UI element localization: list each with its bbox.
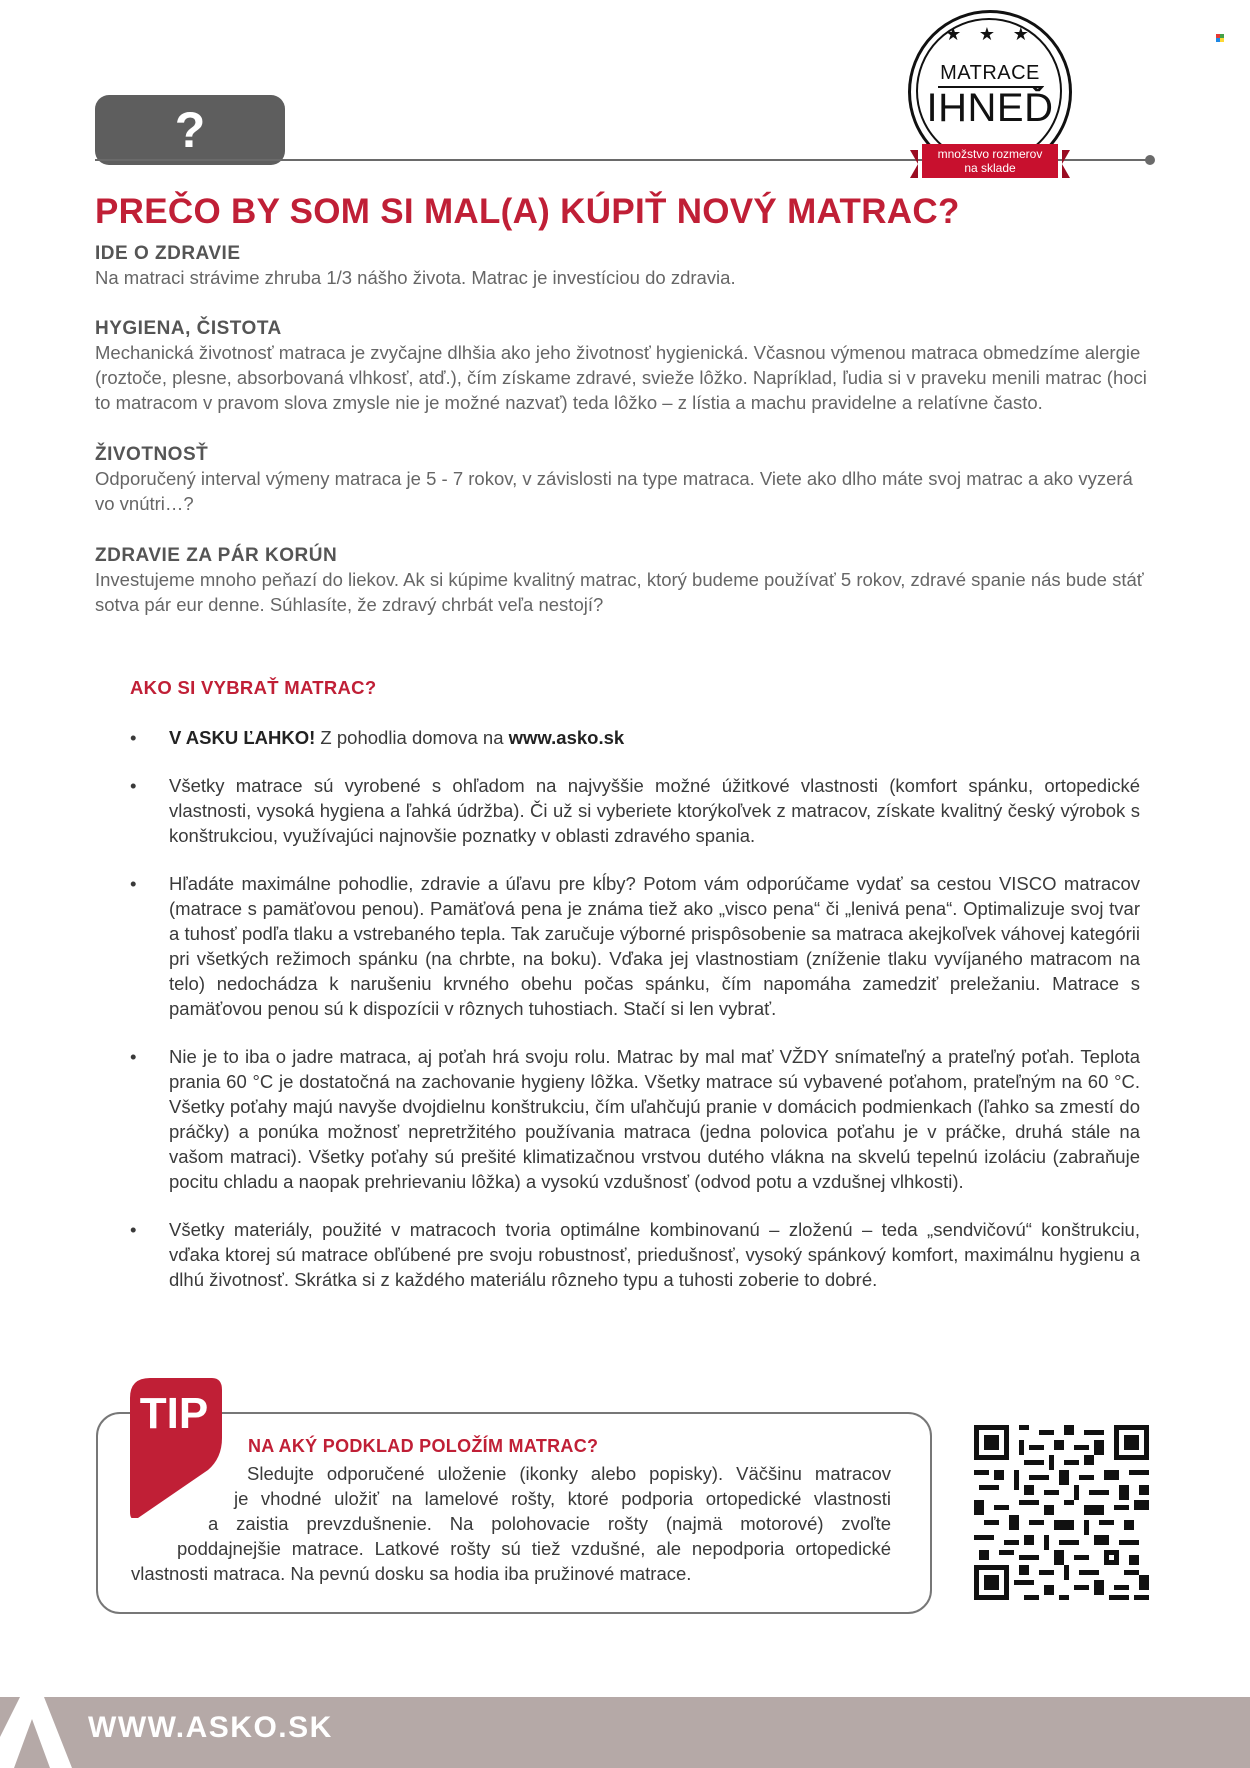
section-text: Odporučený interval výmeny matraca je 5 - 7 rokov, v závislosti na type matraca. Viete ako dlho máte svoj matrac a ako vyzerá vo vnútri…? (95, 468, 1133, 514)
section-cost (95, 545, 1155, 617)
section-lifetime (95, 444, 1155, 516)
bullet-icon: • (130, 873, 137, 894)
section-text: Investujeme mnoho peňazí do liekov. Ak si kúpime kvalitný matrac, ktorý budeme používať 5 rokov, zdravé spanie nás bude stáť sotva pár eur denne. Súhlasíte, že zdravý chrbát veľa nestojí? (95, 569, 1144, 615)
question-box (95, 95, 285, 165)
list-item (130, 725, 1140, 750)
tip-line: je vhodné uložiť na lamelové rošty, ktoré podporia ortopedické vlastnosti (234, 1488, 891, 1509)
tip-line: poddajnejšie matrace. Latkové rošty sú tiež vzdušné, ale nepodporia ortopedické (177, 1538, 891, 1559)
list-item (130, 871, 1140, 1021)
section-text: Mechanická životnosť matraca je zvyčajne dlhšia ako jeho životnosť hygienická. Včasnou výmenou matraca obmedzíme alergie (roztoče, plesne, absorbovaná vlhkosť, atď.), čím získame zdravé, svieže lôžko. Napríklad, ľudia si v praveku menili matrac (hoci to matracom v pravom slova zmysle nie je možné nazvať) teda lôžko – z lístia a machu pravidelne a relatívne často. (95, 342, 1147, 413)
bullet-icon: • (130, 727, 137, 748)
list-item (130, 1217, 1140, 1292)
tip-line: a zaistia prevzdušnenie. Na polohovacie rošty (najmä motorové) zvoľte (208, 1513, 891, 1534)
qr-code-icon[interactable] (974, 1425, 1149, 1600)
asko-link[interactable]: www.asko.sk (508, 727, 625, 748)
section-health (95, 243, 1155, 290)
bullet-icon: • (130, 1219, 137, 1240)
tip-badge (130, 1378, 222, 1518)
header-rule-end-dot (1145, 155, 1155, 165)
tip-badge-label: TIP (139, 1389, 209, 1438)
choose-heading: AKO SI VYBRAŤ MATRAC? (130, 677, 377, 698)
list-item (130, 1044, 1140, 1194)
tip-line: Sledujte odporučené uloženie (ikonky alebo popisky). Väčšinu matracov (247, 1463, 891, 1484)
section-heading: IDE O ZDRAVIE (95, 243, 241, 264)
choose-list (130, 725, 1140, 1315)
bullet-icon: • (130, 1046, 137, 1067)
list-item-bold: V ASKU ĽAHKO! (169, 727, 316, 748)
section-text: Na matraci strávime zhruba 1/3 nášho života. Matrac je investíciou do zdravia. (95, 267, 736, 288)
list-item-text: Nie je to iba o jadre matraca, aj poťah hrá svoju rolu. Matrac by mal mať VŽDY snímateľný a prateľný poťah. Teplota prania 60 °C je dostatočná na zachovanie hygieny lôžka. Všetky matrace sú vybavené poťahom, prateľným na 60 °C. Všetky poťahy majú navyše dvojdielnu konštrukciu, čím uľahčujú pranie v domácich podmienkach (ľahko sa zmestí do práčky) a ponúka možnosť nepretržitého používania matraca (jedna polovica poťahu je v práčke, druhá stále na vašom matraci). Všetky poťahy sú prešité klimatizačnou vrstvou dutého vlákna na skvelú tepelnú izoláciu (zabraňuje pocitu chladu a naopak prehrievaniu lôžka) a vysokú vzdušnosť (odvod potu a vzdušnej vlhkosti). (169, 1046, 1140, 1192)
list-item-text: Všetky materiály, použité v matracoch tvoria optimálne kombinovanú – zloženú – teda „sendvičovú“ konštrukciu, vďaka ktorej sú matrace obľúbené pre svoju robustnosť, priedušnosť, vysoký spánkový komfort, maximálnu hygienu a dlhú životnosť. Skrátka si z každého materiálu rôzneho typu a tuhosti zoberie to dobré. (169, 1219, 1140, 1290)
list-item-text: Hľadáte maximálne pohodlie, zdravie a úľavu pre kĺby? Potom vám odporúčame vydať sa cestou VISCO matracov (matrace s pamäťovou penou). Pamäťová pena je známa tiež ako „visco pena“ či „lenivá pena“. Optimalizuje svoj tvar a tuhosť podľa tlaku a vstrebaného tepla. Tak zaručuje výborné prispôsobenie sa matraca akejkoľvek váhovej kategórii pri všetkých režimoch spánku (na chrbte, na boku). Vďaka jej vlastnostiam (zníženie tlaku vyvíjaného matracom na telo) nedochádza k narušeniu krvného obehu počas spánku, čím napomáha zamedziť preležaniu. Matrace s pamäťovou penou sú k dispozícii v rôznych tuhostiach. Stačí si len vybrať. (169, 873, 1140, 1019)
asko-logo-icon (0, 1697, 78, 1768)
list-item-text: Z pohodlia domova na (315, 727, 509, 748)
section-heading: ZDRAVIE ZA PÁR KORÚN (95, 545, 338, 566)
tip-heading: NA AKÝ PODKLAD POLOŽÍM MATRAC? (248, 1436, 599, 1456)
bullet-icon: • (130, 775, 137, 796)
section-hygiene (95, 318, 1155, 415)
badge-stars-icon: ★ ★ ★ (945, 24, 1035, 45)
list-item (130, 773, 1140, 848)
badge-line1: MATRACE (940, 62, 1040, 84)
badge-line2: IHNEĎ (926, 86, 1054, 130)
badge-ribbon (922, 144, 1058, 178)
tip-line: vlastnosti matraca. Na pevnú dosku sa hodia iba pružinové matrace. (131, 1563, 692, 1584)
question-mark: ? (174, 102, 206, 158)
section-heading: HYGIENA, ČISTOTA (95, 318, 282, 339)
ribbon-line1: množstvo rozmerov (937, 147, 1043, 161)
color-mark-icon (1216, 34, 1224, 42)
footer-url[interactable]: WWW.ASKO.SK (88, 1711, 333, 1744)
ribbon-line2: na sklade (964, 161, 1016, 175)
section-heading: ŽIVOTNOSŤ (95, 444, 209, 465)
matrace-ihned-badge (908, 10, 1076, 178)
list-item-text: Všetky matrace sú vyrobené s ohľadom na najvyššie možné úžitkové vlastnosti (komfort spánku, ortopedické vlastnosti, vysoká hygiena a ľahká údržba). Či už si vyberiete ktorýkoľvek z matracov, získate kvalitný český výrobok s konštrukciou, využívajúci najnovšie poznatky v oblasti zdravého spania. (169, 775, 1140, 846)
page-title: PREČO BY SOM SI MAL(A) KÚPIŤ NOVÝ MATRAC? (95, 192, 960, 231)
